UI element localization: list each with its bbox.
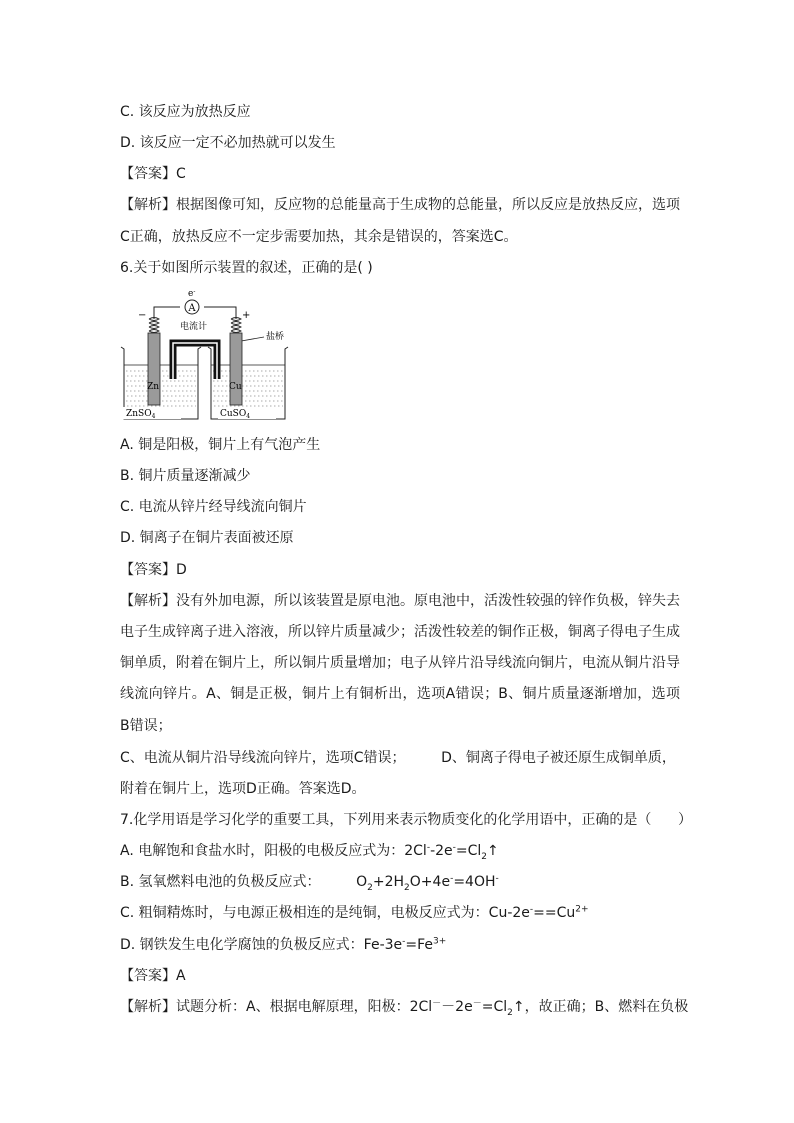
salt-bridge-label: 盐桥 bbox=[266, 332, 285, 342]
zinc-electrode bbox=[148, 333, 160, 405]
option-a-line: A. 铜是阳极，铜片上有气泡产生 bbox=[120, 437, 321, 453]
plus-sign: + bbox=[242, 310, 251, 321]
ammeter-symbol: A bbox=[188, 303, 196, 314]
minus-sign: − bbox=[138, 310, 147, 321]
analysis-line: 线流向锌片。A、铜是正极，铜片上有铜析出，选项A错误；B、铜片质量逐渐增加，选项 bbox=[120, 686, 680, 702]
cuso4-label: CuSO$_4$ bbox=[220, 409, 251, 420]
solution-dots-right bbox=[213, 371, 283, 406]
analysis-line: 电子生成锌离子进入溶液，所以锌片质量减少；活泼性较差的铜作正极，铜离子得电子生成 bbox=[120, 624, 680, 640]
galvanic-cell-figure bbox=[118, 285, 298, 425]
option-d-line: D. 该反应一定不必加热就可以发生 bbox=[120, 135, 336, 151]
external-wire bbox=[204, 307, 236, 319]
analysis-line: 【解析】试题分析：A、根据电解原理，阳极：$2Cl^--2e^-=Cl_2↑$，故正确；B、燃料在负极 bbox=[120, 998, 689, 1018]
analysis-line: B错误； bbox=[120, 718, 172, 734]
spring-right bbox=[231, 318, 241, 333]
answer-line: 【答案】A bbox=[120, 968, 186, 984]
analysis-line: C、电流从铜片沿导线流向锌片，选项C错误； D、铜离子得电子被还原生成铜单质， bbox=[120, 750, 676, 766]
ammeter-label: 电流计 bbox=[180, 322, 208, 332]
analysis-line: 【解析】没有外加电源，所以该装置是原电池。原电池中，活泼性较强的锌作负极，锌失去 bbox=[120, 593, 680, 609]
spring-left bbox=[149, 318, 159, 333]
option-c-line: C. 电流从锌片经导线流向铜片 bbox=[120, 499, 307, 515]
analysis-line: C正确，放热反应不一定步需要加热，其余是错误的，答案选C。 bbox=[120, 229, 518, 245]
option-b-line: B. 氢氧燃料电池的负极反应式： $O_2+2H_2O+4e^-=4OH^-$ bbox=[120, 873, 499, 893]
option-a-line: A. 电解饱和食盐水时，阳极的电极反应式为：$2Cl^--2e^-=Cl_2↑$ bbox=[120, 842, 499, 862]
analysis-line: 【解析】根据图像可知，反应物的总能量高于生成物的总能量，所以反应是放热反应，选项 bbox=[120, 197, 680, 213]
electron-label: e- bbox=[188, 288, 196, 299]
copper-label: Cu bbox=[229, 382, 242, 392]
analysis-line: 铜单质，附着在铜片上，所以铜片质量增加；电子从锌片沿导线流向铜片，电流从铜片沿导 bbox=[120, 655, 680, 671]
copper-electrode bbox=[230, 333, 242, 405]
option-c-line: C. 粗铜精炼时，与电源正极相连的是纯铜，电极反应式为：$Cu-2e^-==Cu^{2+}$ bbox=[120, 904, 589, 921]
question-7-title: 7.化学用语是学习化学的重要工具，下列用来表示物质变化的化学用语中，正确的是（ ） bbox=[120, 812, 693, 828]
question-6-title: 6.关于如图所示装置的叙述，正确的是( ) bbox=[120, 260, 373, 276]
option-d-line: D. 钢铁发生电化学腐蚀的负极反应式：$Fe-3e^-=Fe^{3+}$ bbox=[120, 936, 447, 953]
answer-line: 【答案】D bbox=[120, 562, 187, 578]
option-d-line: D. 铜离子在铜片表面被还原 bbox=[120, 530, 294, 546]
external-wire bbox=[154, 307, 180, 319]
znso4-label: ZnSO$_4$ bbox=[126, 409, 156, 420]
analysis-line: 附着在铜片上，选项D正确。答案选D。 bbox=[120, 781, 366, 797]
option-c-line: C. 该反应为放热反应 bbox=[120, 104, 251, 120]
option-b-line: B. 铜片质量逐渐减少 bbox=[120, 468, 251, 484]
zinc-label: Zn bbox=[147, 382, 160, 392]
answer-line: 【答案】C bbox=[120, 166, 186, 182]
